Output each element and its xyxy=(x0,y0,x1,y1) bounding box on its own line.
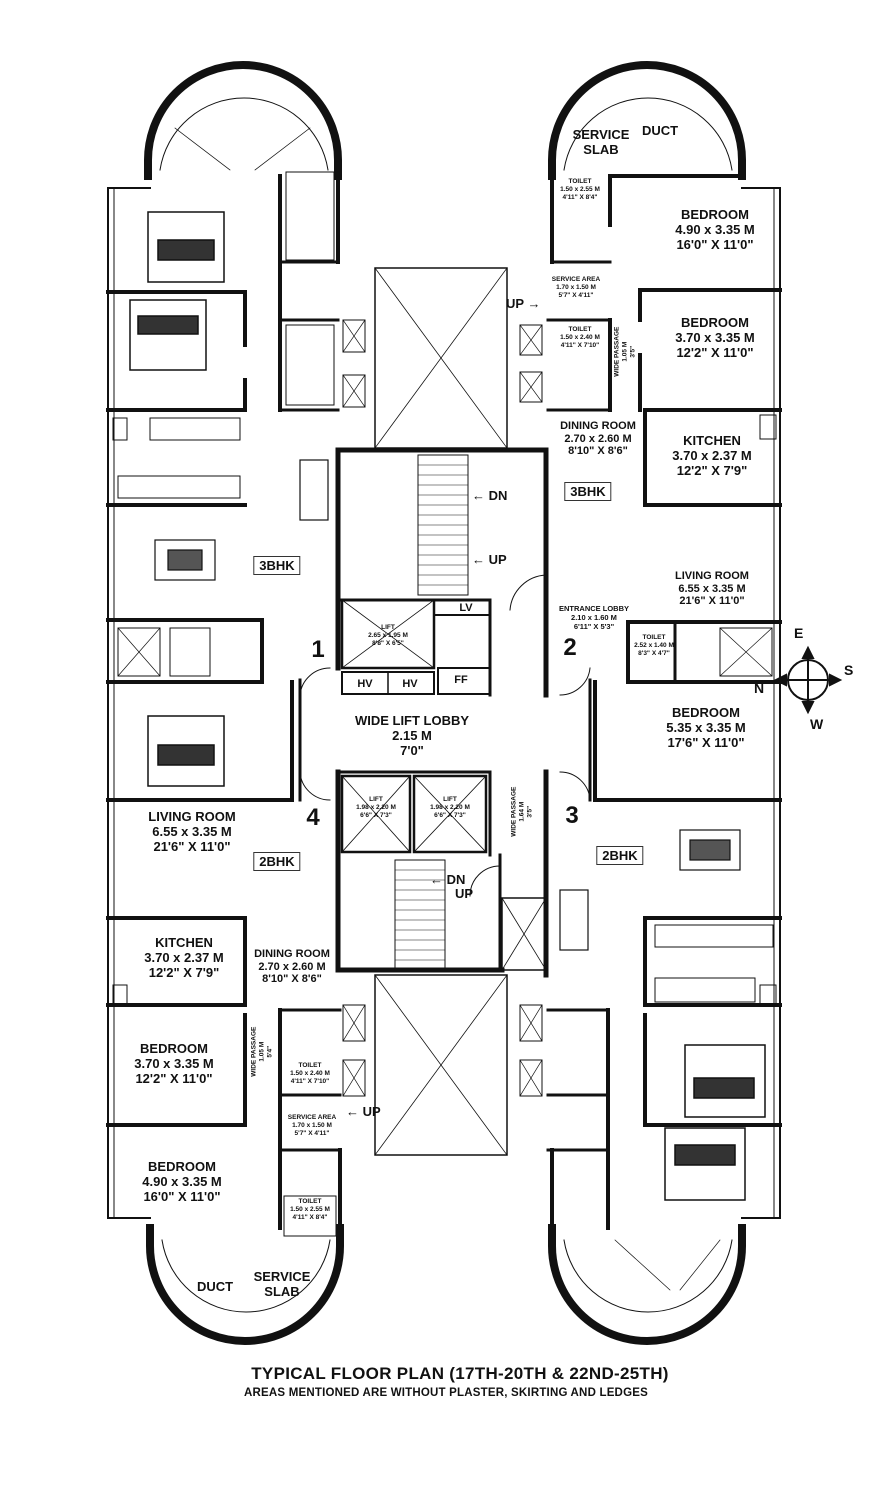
tr-service-area-label: SERVICE AREA 1.70 x 1.50 M 5'7" X 4'11" xyxy=(551,276,601,299)
bl-service-area-label: SERVICE AREA 1.70 x 1.50 M 5'7" X 4'11" xyxy=(287,1114,337,1137)
bl-service-slab-label: SERVICE SLAB xyxy=(253,1269,311,1299)
lift-b-label: LIFT 1.98 x 2.20 M 6'6" X 7'3" xyxy=(430,796,470,819)
bl-living-label: LIVING ROOM 6.55 x 3.35 M 21'6" X 11'0" xyxy=(148,809,236,854)
bl-toilet1-label: TOILET 1.50 x 2.55 M 4'11" X 8'4" xyxy=(290,1198,330,1221)
tr-toilet1-label: TOILET 1.50 x 2.55 M 4'11" X 8'4" xyxy=(560,178,600,201)
entrance-lobby-label: ENTRANCE LOBBY 2.10 x 1.60 M 6'11" X 5'3" xyxy=(558,604,630,631)
bl-up-label: ← UP xyxy=(346,1104,381,1119)
up-label-top: ← UP xyxy=(472,552,507,567)
tr-toilet2-label: TOILET 1.50 x 2.40 M 4'11" X 7'10" xyxy=(560,326,600,349)
plan-title: TYPICAL FLOOR PLAN (17TH-20TH & 22ND-25TH) xyxy=(251,1364,669,1383)
tr-3bhk-badge: 3BHK xyxy=(564,482,611,501)
hv1-label: HV xyxy=(357,678,373,690)
bl-duct-label: DUCT xyxy=(196,1279,234,1294)
dn-label-top: ← DN xyxy=(472,488,508,503)
compass-n-label: N xyxy=(754,680,765,696)
tl-3bhk-badge: 3BHK xyxy=(253,556,300,575)
hv2-label: HV xyxy=(402,678,418,690)
r-toilet-label: TOILET 2.52 x 1.40 M 8'3" X 4'7" xyxy=(634,634,674,657)
bl-bedroom2-label: BEDROOM 3.70 x 3.35 M 12'2" X 11'0" xyxy=(134,1041,214,1086)
tr-kitchen-label: KITCHEN 3.70 x 2.37 M 12'2" X 7'9" xyxy=(672,433,752,478)
lift-big-label: LIFT 2.65 x 1.95 M 8'8" X 6'5" xyxy=(368,624,408,647)
bottom-left-rounded-balcony xyxy=(150,1228,340,1341)
top-left-rounded-balcony xyxy=(148,65,338,176)
bl-kitchen-label: KITCHEN 3.70 x 2.37 M 12'2" X 7'9" xyxy=(144,935,224,980)
top-right-rounded-balcony xyxy=(552,65,742,176)
ff-label: FF xyxy=(454,674,468,686)
flat-number-2: 2 xyxy=(563,634,577,661)
bl-wide-passage-label: WIDE PASSAGE 1.05 M 5'4" xyxy=(250,1026,273,1077)
tr-bedroom1-label: BEDROOM 4.90 x 3.35 M 16'0" X 11'0" xyxy=(675,207,755,252)
compass-e-label: E xyxy=(794,625,804,641)
c-wide-passage-label: WIDE PASSAGE 1.64 M 3'5" xyxy=(510,786,533,837)
tr-bedroom2-label: BEDROOM 3.70 x 3.35 M 12'2" X 11'0" xyxy=(675,315,755,360)
tr-wide-passage-label: WIDE PASSAGE 1.05 M 3'5" xyxy=(613,326,636,377)
tr-service-slab-label: SERVICE SLAB xyxy=(572,127,630,157)
bottom-right-rounded-balcony xyxy=(552,1228,742,1341)
r-bedroom-label: BEDROOM 5.35 x 3.35 M 17'6" X 11'0" xyxy=(666,705,746,750)
wide-lift-lobby-label: WIDE LIFT LOBBY 2.15 M 7'0" xyxy=(354,713,470,758)
tr-up-label: UP → xyxy=(506,296,541,311)
br-2bhk-badge: 2BHK xyxy=(596,846,643,865)
flat-number-4: 4 xyxy=(306,804,320,831)
flat-number-1: 1 xyxy=(311,636,325,663)
plan-subtitle: AREAS MENTIONED ARE WITHOUT PLASTER, SKIRTING AND LEDGES xyxy=(244,1387,648,1399)
tr-dining-label: DINING ROOM 2.70 x 2.60 M 8'10" X 8'6" xyxy=(560,420,636,458)
tr-living-label: LIVING ROOM 6.55 x 3.35 M 21'6" X 11'0" xyxy=(675,570,749,608)
bl-bedroom1-label: BEDROOM 4.90 x 3.35 M 16'0" X 11'0" xyxy=(142,1159,222,1204)
compass-icon xyxy=(776,648,840,712)
flat-number-3: 3 xyxy=(565,802,579,829)
bl-2bhk-badge: 2BHK xyxy=(253,852,300,871)
tr-duct-label: DUCT xyxy=(641,123,679,138)
compass-s-label: S xyxy=(844,662,854,678)
compass-w-label: W xyxy=(810,716,824,732)
dn-label-bottom: ← DN xyxy=(430,872,466,887)
lift-a-label: LIFT 1.98 x 2.20 M 6'6" X 7'3" xyxy=(356,796,396,819)
bl-dining-label: DINING ROOM 2.70 x 2.60 M 8'10" X 8'6" xyxy=(254,948,330,986)
up-label-bottom: UP xyxy=(455,886,474,901)
lv-label: LV xyxy=(459,602,473,614)
bl-toilet2-label: TOILET 1.50 x 2.40 M 4'11" X 7'10" xyxy=(290,1062,330,1085)
